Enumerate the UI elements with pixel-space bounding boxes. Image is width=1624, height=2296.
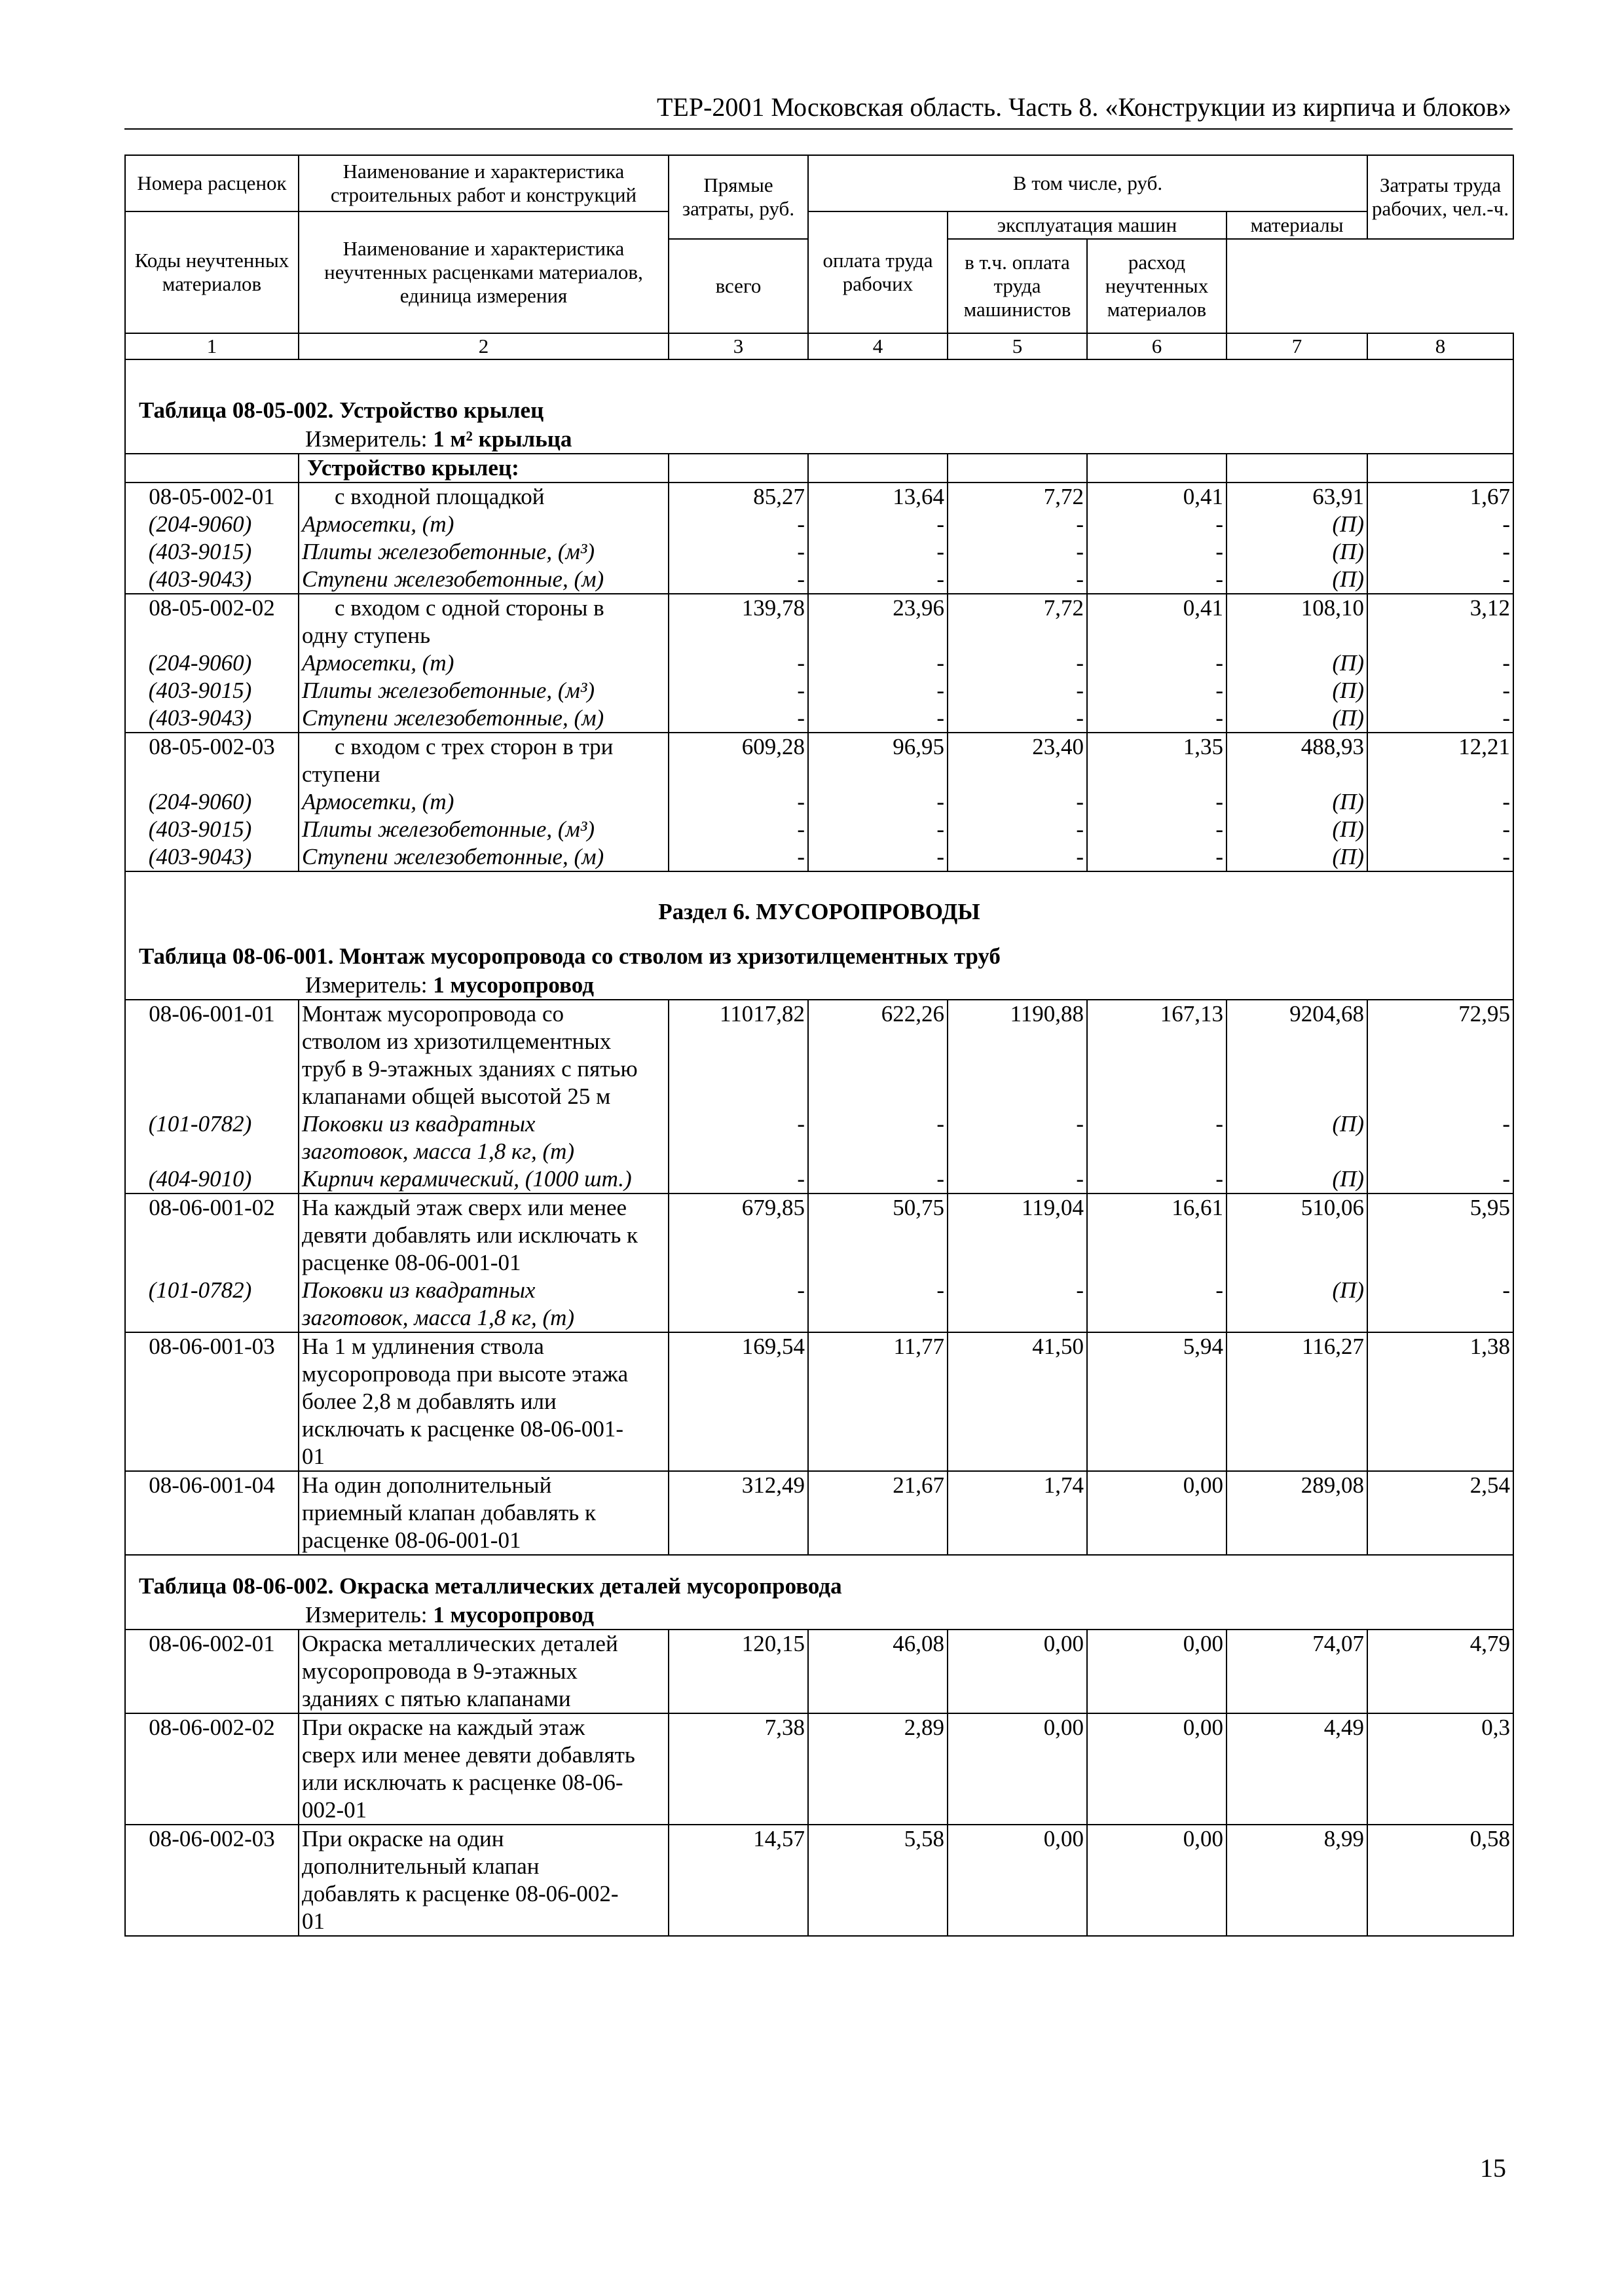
materials: 116,27 — [1227, 1332, 1367, 1471]
material-code: (204-9060) — [125, 788, 299, 816]
operator-pay: 0,00 — [1087, 1471, 1227, 1555]
material-name: Армосетки, (т) — [299, 511, 669, 538]
operator-pay: 0,41 — [1087, 483, 1227, 511]
worker-pay: 13,64 — [808, 483, 948, 511]
material-name: Кирпич керамический, (1000 шт.) — [299, 1165, 669, 1194]
machines-total: 23,40 — [948, 733, 1087, 788]
direct-costs: 679,85 — [669, 1194, 808, 1277]
column-numbers-row — [125, 333, 1513, 359]
subheading-row — [125, 454, 1513, 483]
table-title: Таблица 08-05-002. Устройство крылец — [125, 359, 1513, 424]
material-code: (204-9060) — [125, 511, 299, 538]
rate-row — [125, 1332, 1513, 1471]
worker-pay: 5,58 — [808, 1825, 948, 1936]
rate-row — [125, 1000, 1513, 1110]
header-labor-hours: Затраты труда рабочих, чел.-ч. — [1367, 155, 1513, 239]
materials: 63,91 — [1227, 483, 1367, 511]
material-row: (101-0782) Поковки из квадратных заготовок, масса 1,8 кг, (т) - - - - (П) - — [125, 1277, 1513, 1332]
material-code: (101-0782) — [125, 1110, 299, 1165]
operator-pay: 0,00 — [1087, 1825, 1227, 1936]
material-row: (403-9043) Ступени железобетонные, (м) - - - - (П) - — [125, 566, 1513, 594]
rate-row — [125, 1630, 1513, 1713]
rate-code: 08-06-002-02 — [125, 1713, 299, 1825]
rate-row — [125, 1194, 1513, 1277]
material-code: (404-9010) — [125, 1165, 299, 1194]
rate-row — [125, 483, 1513, 511]
labor-hours: 12,21 — [1367, 733, 1513, 788]
rate-description: На один дополнительный приемный клапан добавлять к расценке 08-06-001-01 — [299, 1471, 669, 1555]
labor-hours: 72,95 — [1367, 1000, 1513, 1110]
rate-row — [125, 1713, 1513, 1825]
labor-hours: 0,3 — [1367, 1713, 1513, 1825]
direct-costs: 312,49 — [669, 1471, 808, 1555]
operator-pay: 1,35 — [1087, 733, 1227, 788]
header-worker-pay: оплата труда рабочих — [808, 211, 948, 333]
materials: 8,99 — [1227, 1825, 1367, 1936]
material-name: Армосетки, (т) — [299, 649, 669, 677]
material-code: (204-9060) — [125, 649, 299, 677]
header-work-name: Наименование и характеристика строительных работ и конструкций — [299, 155, 669, 211]
rate-description: При окраске на один дополнительный клапан добавлять к расценке 08-06-002- 01 — [299, 1825, 669, 1936]
material-row: (204-9060) Армосетки, (т) - - - - (П) - — [125, 788, 1513, 816]
material-code: (403-9015) — [125, 677, 299, 704]
running-head: ТЕР-2001 Московская область. Часть 8. «Конструкции из кирпича и блоков» — [657, 92, 1511, 122]
materials: 510,06 — [1227, 1194, 1367, 1277]
rate-row — [125, 733, 1513, 788]
labor-hours: 0,58 — [1367, 1825, 1513, 1936]
material-code: (403-9043) — [125, 566, 299, 594]
column-number: 6 — [1087, 333, 1227, 359]
rate-row — [125, 1471, 1513, 1555]
material-name: Армосетки, (т) — [299, 788, 669, 816]
machines-total: 119,04 — [948, 1194, 1087, 1277]
rate-code: 08-06-001-02 — [125, 1194, 299, 1277]
machines-total: 1190,88 — [948, 1000, 1087, 1110]
material-row: (204-9060) Армосетки, (т) - - - - (П) - — [125, 511, 1513, 538]
page-number: 15 — [1480, 2153, 1506, 2183]
material-row: (403-9015) Плиты железобетонные, (м³) - - - - (П) - — [125, 538, 1513, 566]
materials: 74,07 — [1227, 1630, 1367, 1713]
worker-pay: 622,26 — [808, 1000, 948, 1110]
worker-pay: 46,08 — [808, 1630, 948, 1713]
rate-code: 08-06-002-01 — [125, 1630, 299, 1713]
labor-hours: 1,67 — [1367, 483, 1513, 511]
section-title: Раздел 6. МУСОРОПРОВОДЫ — [125, 871, 1513, 926]
material-code: (101-0782) — [125, 1277, 299, 1332]
material-row: (404-9010) Кирпич керамический, (1000 шт.) - - - - (П) - — [125, 1165, 1513, 1194]
material-row: (101-0782) Поковки из квадратных заготовок, масса 1,8 кг, (т) - - - - (П) - — [125, 1110, 1513, 1165]
rate-description: с входом с трех сторон в три ступени — [299, 733, 669, 788]
worker-pay: 23,96 — [808, 594, 948, 649]
rate-description: Окраска металлических деталей мусоропровода в 9-этажных зданиях с пятью клапанами — [299, 1630, 669, 1713]
rate-code: 08-06-001-01 — [125, 1000, 299, 1110]
operator-pay: 0,00 — [1087, 1630, 1227, 1713]
material-row: (403-9015) Плиты железобетонные, (м³) - - - - (П) - — [125, 677, 1513, 704]
operator-pay: 167,13 — [1087, 1000, 1227, 1110]
material-row: (403-9015) Плиты железобетонные, (м³) - - - - (П) - — [125, 816, 1513, 843]
table-title: Таблица 08-06-001. Монтаж мусоропровода со стволом из хризотилцементных труб — [125, 926, 1513, 970]
table-measure: Измеритель: 1 м² крыльца — [125, 424, 1513, 454]
rate-code: 08-05-002-01 — [125, 483, 299, 511]
material-row: (403-9043) Ступени железобетонные, (м) - - - - (П) - — [125, 704, 1513, 733]
column-number: 4 — [808, 333, 948, 359]
table-measure: Измеритель: 1 мусоропровод — [125, 1600, 1513, 1630]
column-number: 2 — [299, 333, 669, 359]
rate-description: На 1 м удлинения ствола мусоропровода при высоте этажа более 2,8 м добавлять или исключать к расценке 08-06-001- 01 — [299, 1332, 669, 1471]
materials: 108,10 — [1227, 594, 1367, 649]
labor-hours: 3,12 — [1367, 594, 1513, 649]
machines-total: 41,50 — [948, 1332, 1087, 1471]
material-name: Плиты железобетонные, (м³) — [299, 538, 669, 566]
rate-description: с входной площадкой — [299, 483, 669, 511]
machines-total: 0,00 — [948, 1713, 1087, 1825]
header-rate-numbers: Номера расценок — [125, 155, 299, 211]
material-code: (403-9015) — [125, 538, 299, 566]
column-number: 7 — [1227, 333, 1367, 359]
table-title: Таблица 08-06-002. Окраска металлических деталей мусоропровода — [125, 1555, 1513, 1600]
rate-description: с входом с одной стороны в одну ступень — [299, 594, 669, 649]
direct-costs: 7,38 — [669, 1713, 808, 1825]
operator-pay: 0,41 — [1087, 594, 1227, 649]
column-number: 3 — [669, 333, 808, 359]
rate-code: 08-05-002-02 — [125, 594, 299, 649]
rate-code: 08-06-002-03 — [125, 1825, 299, 1936]
material-name: Ступени железобетонные, (м) — [299, 843, 669, 871]
worker-pay: 21,67 — [808, 1471, 948, 1555]
rate-code: 08-06-001-03 — [125, 1332, 299, 1471]
header-including: В том числе, руб. — [808, 155, 1367, 211]
column-number: 5 — [948, 333, 1087, 359]
direct-costs: 120,15 — [669, 1630, 808, 1713]
worker-pay: 50,75 — [808, 1194, 948, 1277]
labor-hours: 5,95 — [1367, 1194, 1513, 1277]
material-code: (403-9043) — [125, 704, 299, 733]
header-material-names: Наименование и характеристика неучтенных расценками материалов, единица измерения — [299, 211, 669, 333]
labor-hours: 2,54 — [1367, 1471, 1513, 1555]
labor-hours: 4,79 — [1367, 1630, 1513, 1713]
rate-description: Монтаж мусоропровода со стволом из хризотилцементных труб в 9-этажных зданиях с пятью клапанами общей высотой 25 м — [299, 1000, 669, 1110]
direct-costs: 139,78 — [669, 594, 808, 649]
rate-row — [125, 594, 1513, 649]
direct-costs: 14,57 — [669, 1825, 808, 1936]
material-name: Ступени железобетонные, (м) — [299, 704, 669, 733]
operator-pay: 0,00 — [1087, 1713, 1227, 1825]
machines-total: 1,74 — [948, 1471, 1087, 1555]
material-row: (403-9043) Ступени железобетонные, (м) - - - - (П) - — [125, 843, 1513, 871]
material-name: Ступени железобетонные, (м) — [299, 566, 669, 594]
header-material-codes: Коды неучтенных материалов — [125, 211, 299, 333]
rate-code: 08-05-002-03 — [125, 733, 299, 788]
subheading: Устройство крылец: — [299, 454, 669, 483]
column-number: 1 — [125, 333, 299, 359]
machines-total: 0,00 — [948, 1630, 1087, 1713]
machines-total: 0,00 — [948, 1825, 1087, 1936]
rate-row — [125, 1825, 1513, 1936]
rate-description: При окраске на каждый этаж сверх или менее девяти добавлять или исключать к расценке 08-06- 002-01 — [299, 1713, 669, 1825]
material-name: Плиты железобетонные, (м³) — [299, 677, 669, 704]
worker-pay: 2,89 — [808, 1713, 948, 1825]
materials: 9204,68 — [1227, 1000, 1367, 1110]
materials: 4,49 — [1227, 1713, 1367, 1825]
rate-description: На каждый этаж сверх или менее девяти добавлять или исключать к расценке 08-06-001-01 — [299, 1194, 669, 1277]
material-name: Поковки из квадратных заготовок, масса 1,8 кг, (т) — [299, 1110, 669, 1165]
worker-pay: 96,95 — [808, 733, 948, 788]
column-number: 8 — [1367, 333, 1513, 359]
header-machine-operation: эксплуатация машин — [948, 211, 1227, 239]
rates-table — [124, 155, 1514, 1937]
material-row: (204-9060) Армосетки, (т) - - - - (П) - — [125, 649, 1513, 677]
direct-costs: 609,28 — [669, 733, 808, 788]
rate-code: 08-06-001-04 — [125, 1471, 299, 1555]
header-unaccounted-materials: расход неучтенных материалов — [1087, 239, 1227, 333]
material-code: (403-9015) — [125, 816, 299, 843]
header-rule — [124, 128, 1513, 130]
material-name: Плиты железобетонные, (м³) — [299, 816, 669, 843]
operator-pay: 16,61 — [1087, 1194, 1227, 1277]
direct-costs: 85,27 — [669, 483, 808, 511]
header-materials: материалы — [1227, 211, 1367, 239]
direct-costs: 169,54 — [669, 1332, 808, 1471]
header-machines-total: всего — [669, 239, 808, 333]
labor-hours: 1,38 — [1367, 1332, 1513, 1471]
header-operator-pay: в т.ч. оплата труда машинистов — [948, 239, 1087, 333]
material-name: Поковки из квадратных заготовок, масса 1,8 кг, (т) — [299, 1277, 669, 1332]
material-code: (403-9043) — [125, 843, 299, 871]
table-measure: Измеритель: 1 мусоропровод — [125, 970, 1513, 1000]
materials: 289,08 — [1227, 1471, 1367, 1555]
worker-pay: 11,77 — [808, 1332, 948, 1471]
machines-total: 7,72 — [948, 483, 1087, 511]
header-direct-costs: Прямые затраты, руб. — [669, 155, 808, 239]
materials: 488,93 — [1227, 733, 1367, 788]
machines-total: 7,72 — [948, 594, 1087, 649]
direct-costs: 11017,82 — [669, 1000, 808, 1110]
operator-pay: 5,94 — [1087, 1332, 1227, 1471]
